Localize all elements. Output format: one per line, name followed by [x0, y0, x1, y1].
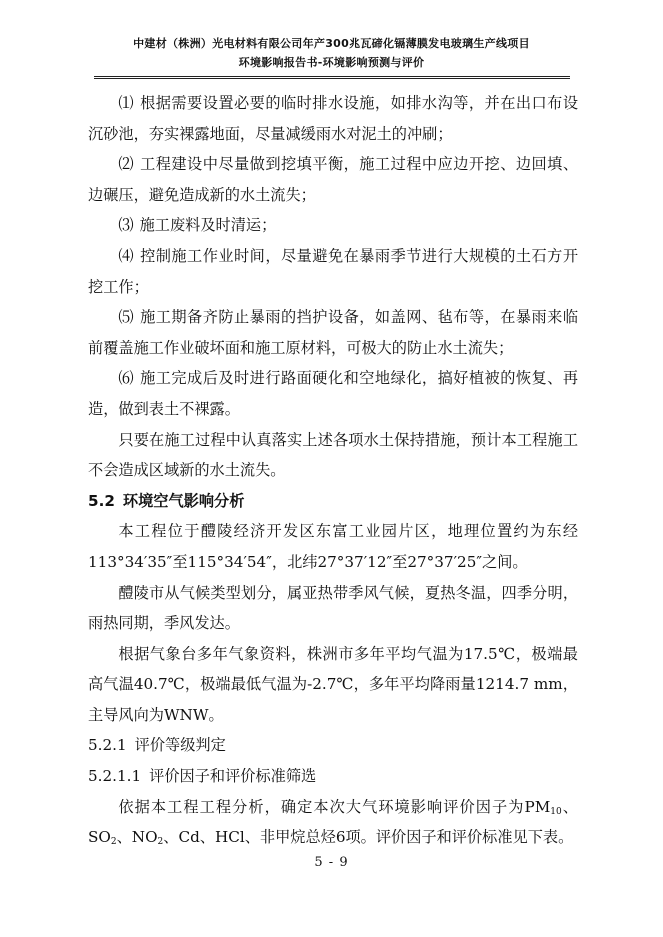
factors-intro: 依据本工程工程分析，确定本次大气环境影响评价因子为PM — [118, 797, 551, 816]
so2-subscript: 2 — [110, 837, 117, 848]
measure-text: 施工完成后及时进行路面硬化和空地绿化，搞好植被的恢复、再造，做到表土不裸露。 — [88, 369, 579, 418]
section-number: 5.2.1 — [88, 736, 127, 755]
measure-item-6 — [88, 363, 578, 424]
measure-text: 施工废料及时清运； — [139, 216, 277, 235]
section-number: 5.2.1.1 — [88, 767, 142, 786]
section-title: 环境空气影响分析 — [122, 491, 245, 510]
section-heading-5-2 — [88, 486, 578, 517]
factors-paragraph — [88, 792, 578, 853]
measure-text: 工程建设中尽量做到挖填平衡，施工过程中应边开挖、边回填、边碾压，避免造成新的水土流失； — [88, 155, 579, 204]
section-heading-5-2-1-1 — [88, 761, 578, 792]
measure-number: ⑵ — [118, 155, 135, 174]
section-heading-5-2-1 — [88, 730, 578, 761]
page-number: 5 - 9 — [314, 855, 349, 870]
measure-item-5 — [88, 302, 578, 363]
pm-subscript: 10 — [550, 806, 562, 817]
measure-number: ⑹ — [118, 369, 135, 388]
measure-number: ⑶ — [118, 216, 134, 235]
measure-text: 控制施工作业时间，尽量避免在暴雨季节进行大规模的土石方开挖工作； — [88, 246, 579, 296]
header-rule-top — [94, 76, 570, 77]
conclusion-paragraph: 只要在施工过程中认真落实上述各项水土保持措施，预计本工程施工不会造成区域新的水土流失。 — [88, 430, 578, 480]
measure-item-4 — [88, 241, 578, 302]
so2-label: SO — [88, 828, 111, 847]
measure-text: 根据需要设置必要的临时排水设施，如排水沟等，并在出口布设沉砂池，夯实裸露地面，尽量减缓雨水对泥土的冲刷； — [88, 94, 579, 143]
meteorology-paragraph: 根据气象台多年气象资料，株洲市多年平均气温为17.5℃，极端最高气温40.7℃，极端最低气温为-2.7℃，多年平均降雨量1214.7 mm，主导风向为WNW。 — [88, 644, 578, 724]
page-header — [0, 34, 663, 72]
section-title: 评价等级判定 — [134, 736, 226, 755]
measure-number: ⑴ — [118, 94, 135, 112]
no2-subscript: 2 — [157, 837, 164, 848]
header-rule-bottom — [94, 78, 570, 79]
section-number: 5.2 — [88, 491, 115, 510]
location-paragraph: 本工程位于醴陵经济开发区东富工业园片区，地理位置约为东经113°34′35″至115°34′54″，北纬27°37′12″至27°37′25″之间。 — [88, 522, 578, 571]
measure-item-1 — [88, 88, 578, 149]
climate-paragraph: 醴陵市从气候类型划分，属亚热带季风气候，夏热冬温，四季分明，雨热同期，季风发达。 — [88, 583, 578, 633]
document-body — [88, 88, 578, 853]
measure-number: ⑸ — [118, 308, 135, 327]
measure-text: 施工期备齐防止暴雨的挡护设备，如盖网、毡布等，在暴雨来临前覆盖施工作业破坏面和施工原材料，可极大的防止水土流失； — [88, 308, 579, 357]
header-project-title: 中建材（株洲）光电材料有限公司年产300兆瓦碲化镉薄膜发电玻璃生产线项目 — [133, 37, 530, 50]
no2-label: NO — [131, 828, 158, 847]
factors-rest: 、Cd、HCl、非甲烷总烃6项。评价因子和评价标准见下表。 — [163, 828, 574, 847]
measure-item-3 — [88, 210, 578, 241]
separator: 、 — [561, 797, 578, 816]
section-title: 评价因子和评价标准筛选 — [149, 767, 317, 786]
measure-item-2 — [88, 149, 578, 210]
measure-number: ⑷ — [118, 246, 135, 265]
header-chapter-title: 环境影响报告书-环境影响预测与评价 — [238, 56, 425, 69]
separator: 、 — [116, 828, 132, 847]
